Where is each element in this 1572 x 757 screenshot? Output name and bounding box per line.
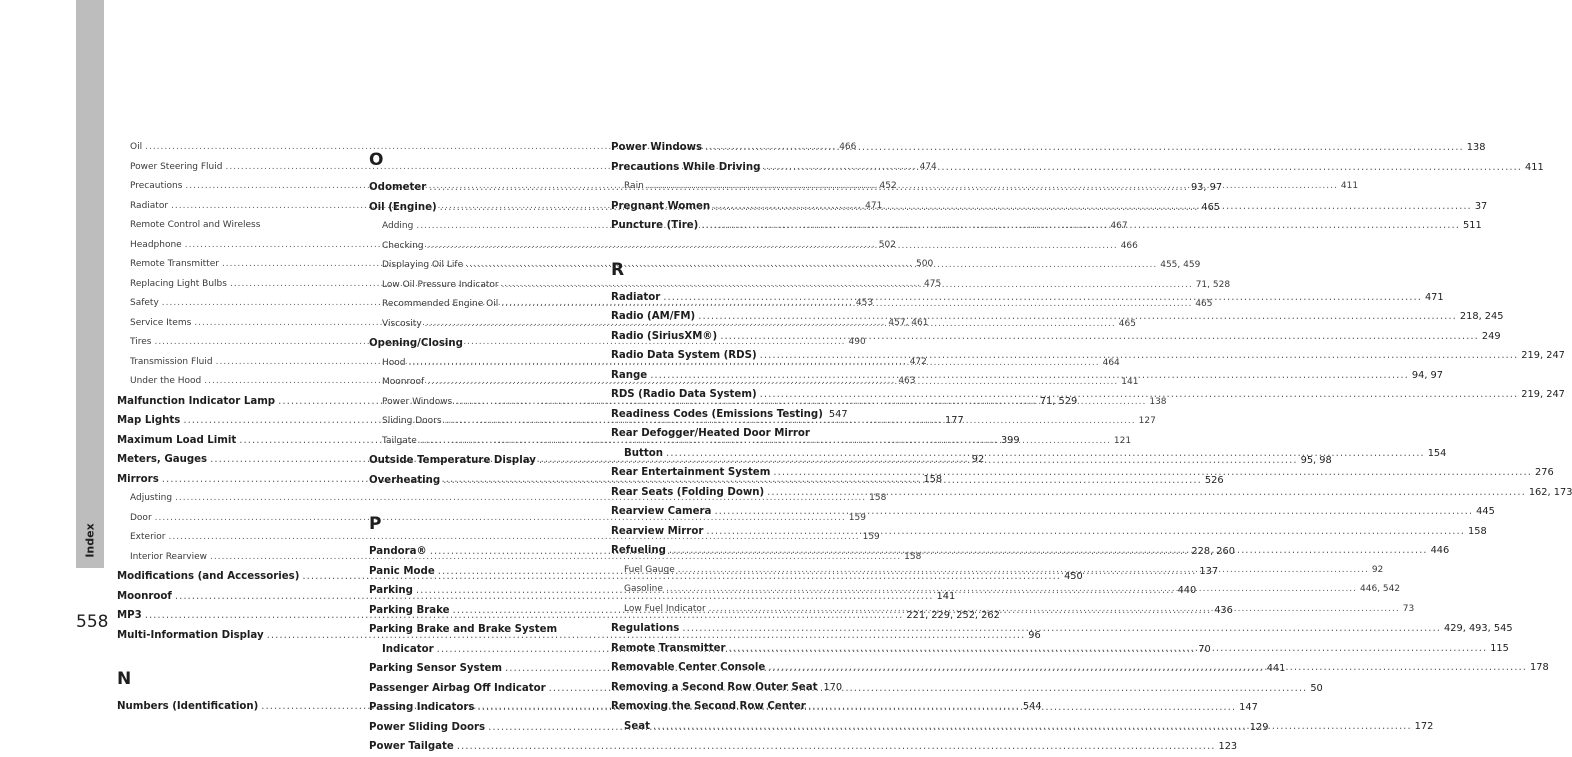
entry-page-ref: 511 bbox=[1462, 220, 1482, 231]
entry-page-ref: 94, 97 bbox=[1411, 369, 1444, 381]
entry-term: Fuel Gauge bbox=[624, 564, 675, 575]
entry-page-ref: 228, 260 bbox=[1191, 546, 1236, 557]
dot-leader bbox=[647, 177, 1338, 197]
entry-term: Checking bbox=[382, 240, 424, 251]
index-entry bbox=[369, 620, 595, 640]
entry-term: Parking bbox=[369, 585, 413, 596]
entry-page-ref: 154 bbox=[1427, 447, 1447, 459]
entry-term: Recommended Engine Oil bbox=[382, 299, 499, 309]
entry-term: Puncture (Tire) bbox=[611, 220, 699, 231]
entry-page-ref: 170 bbox=[823, 681, 843, 693]
dot-leader bbox=[773, 463, 1532, 483]
dot-leader bbox=[666, 444, 1425, 464]
entry-page-ref: 466 bbox=[1120, 240, 1138, 251]
section-gap bbox=[611, 236, 837, 248]
entry-term: Opening/Closing bbox=[369, 338, 463, 349]
entry-page-ref: 137 bbox=[1199, 565, 1219, 577]
entry-page-ref: 463 bbox=[898, 376, 916, 386]
entry-term: Oil bbox=[130, 142, 143, 152]
dot-leader bbox=[669, 541, 1428, 561]
entry-term: Interior Rearview bbox=[130, 551, 208, 562]
entry-term: Low Fuel Indicator bbox=[624, 603, 706, 614]
entry-term: Remote Transmitter bbox=[611, 642, 726, 654]
section-gap bbox=[369, 490, 595, 502]
entry-page-ref: 221, 229, 252, 262 bbox=[906, 610, 1000, 621]
entry-page-ref: 474 bbox=[919, 161, 937, 172]
dot-leader bbox=[698, 307, 1457, 327]
entry-page-ref: 464 bbox=[1102, 357, 1120, 368]
entry-term: RDS (Radio Data System) bbox=[611, 389, 757, 400]
dot-leader bbox=[720, 327, 1479, 347]
index-entry bbox=[611, 678, 843, 698]
entry-page-ref: 471 bbox=[1424, 291, 1444, 303]
entry-term: Headphone bbox=[130, 239, 182, 250]
entry-term: Viscosity bbox=[382, 318, 422, 329]
entry-term: Overheating bbox=[369, 474, 441, 486]
entry-page-ref: 50 bbox=[1310, 682, 1323, 694]
entry-page-ref: 121 bbox=[1113, 435, 1132, 446]
entry-page-ref: 440 bbox=[1177, 585, 1197, 596]
entry-page-ref: 96 bbox=[1028, 629, 1041, 641]
entry-term: Safety bbox=[130, 298, 159, 308]
entry-page-ref: 71, 528 bbox=[1195, 279, 1231, 290]
dot-leader bbox=[650, 366, 1409, 386]
entry-term: Moonroof bbox=[382, 377, 425, 387]
dot-leader bbox=[709, 600, 1400, 620]
page-number: 558 bbox=[76, 612, 109, 632]
entry-term: Maximum Load Limit bbox=[117, 434, 237, 446]
dot-leader bbox=[706, 522, 1465, 542]
entry-term: Adjusting bbox=[130, 493, 173, 503]
entry-page-ref: 159 bbox=[848, 512, 866, 523]
dot-leader bbox=[663, 288, 1422, 308]
index-entry bbox=[611, 424, 837, 444]
entry-page-ref: 465 bbox=[1195, 299, 1213, 309]
entry-term: Mirrors bbox=[117, 473, 159, 485]
entry-term: Button bbox=[624, 447, 664, 459]
entry-term: Precautions bbox=[130, 181, 183, 191]
entry-term: Removing the Second Row Center bbox=[611, 701, 806, 712]
entry-term: Under the Hood bbox=[130, 376, 202, 386]
entry-term: Seat bbox=[624, 720, 650, 732]
entry-term: Parking Brake bbox=[369, 604, 450, 616]
dot-leader bbox=[768, 658, 1527, 678]
entry-term: Oil (Engine) bbox=[369, 201, 437, 213]
entry-term: Hood bbox=[382, 357, 406, 368]
entry-term: Rear Entertainment System bbox=[611, 467, 771, 478]
entry-page-ref: 37 bbox=[1474, 200, 1488, 212]
entry-page-ref: 178 bbox=[1529, 662, 1549, 673]
entry-page-ref: 177 bbox=[945, 415, 964, 426]
entry-term: Rear Defogger/Heated Door Mirror bbox=[611, 428, 810, 439]
entry-term: Removable Center Console bbox=[611, 662, 766, 673]
entry-page-ref: 411 bbox=[1340, 181, 1359, 191]
entry-term: Regulations bbox=[611, 623, 680, 634]
entry-page-ref: 452 bbox=[879, 181, 897, 191]
entry-term: Passing Indicators bbox=[369, 702, 475, 713]
dot-leader bbox=[767, 483, 1526, 503]
dot-leader bbox=[678, 561, 1369, 581]
entry-page-ref: 158 bbox=[904, 551, 922, 562]
entry-term: Door bbox=[130, 512, 152, 523]
entry-page-ref: 158 bbox=[869, 493, 887, 503]
entry-term: Rain bbox=[624, 181, 644, 191]
entry-term: Modifications (and Accessories) bbox=[117, 571, 300, 582]
entry-page-ref: 445 bbox=[1476, 506, 1495, 517]
entry-page-ref: 115 bbox=[1490, 642, 1509, 654]
entry-page-ref: 123 bbox=[1218, 741, 1238, 752]
entry-term: Malfunction Indicator Lamp bbox=[117, 395, 276, 407]
section-gap bbox=[117, 645, 351, 657]
entry-page-ref: 158 bbox=[923, 473, 943, 485]
entry-term: Odometer bbox=[369, 182, 427, 193]
entry-term: Indicator bbox=[382, 643, 434, 655]
entry-page-ref: 141 bbox=[1121, 377, 1139, 387]
entry-page-ref: 547 bbox=[828, 408, 848, 420]
entry-term: Precautions While Driving bbox=[611, 161, 761, 173]
dot-leader bbox=[729, 639, 1488, 659]
entry-term: Service Items bbox=[130, 317, 192, 328]
entry-page-ref: 472 bbox=[909, 356, 927, 367]
entry-term: Outside Temperature Display bbox=[369, 455, 536, 466]
entry-page-ref: 399 bbox=[1000, 434, 1020, 446]
section-letter: R bbox=[611, 259, 625, 280]
entry-term: Transmission Fluid bbox=[130, 356, 213, 367]
section-letter: P bbox=[369, 514, 382, 534]
entry-term: Panic Mode bbox=[369, 565, 435, 577]
entry-page-ref: 436 bbox=[1214, 604, 1233, 616]
entry-page-ref: 93, 97 bbox=[1190, 182, 1223, 193]
entry-page-ref: 466 bbox=[839, 142, 857, 152]
entry-term: Removing a Second Row Outer Seat bbox=[611, 681, 818, 693]
entry-page-ref: 465 bbox=[1201, 201, 1221, 213]
entry-term: Low Oil Pressure Indicator bbox=[382, 279, 499, 290]
entry-page-ref: 141 bbox=[936, 590, 956, 602]
index-entry bbox=[611, 405, 848, 425]
entry-term: Replacing Light Bulbs bbox=[130, 278, 227, 289]
entry-term: Refueling bbox=[611, 545, 666, 556]
dot-leader bbox=[760, 385, 1519, 405]
entry-page-ref: 500 bbox=[916, 259, 934, 269]
entry-term: Range bbox=[611, 369, 648, 381]
section-letter: O bbox=[369, 150, 384, 170]
index-entry bbox=[611, 697, 837, 717]
dot-leader bbox=[763, 158, 1522, 178]
entry-term: Adding bbox=[382, 221, 414, 231]
entry-page-ref: 457, 461 bbox=[888, 317, 929, 328]
section-letter: N bbox=[117, 669, 132, 689]
entry-term: Radio Data System (RDS) bbox=[611, 350, 757, 361]
entry-page-ref: 526 bbox=[1204, 474, 1224, 486]
entry-page-ref: 172 bbox=[1414, 720, 1434, 732]
entry-page-ref: 73 bbox=[1402, 603, 1415, 614]
dot-leader bbox=[760, 346, 1519, 366]
dot-leader bbox=[701, 216, 1460, 236]
entry-term: Power Steering Fluid bbox=[130, 161, 223, 172]
entry-page-ref: 219, 247 bbox=[1521, 389, 1565, 400]
dot-leader bbox=[713, 197, 1472, 217]
entry-term: Sliding Doors bbox=[382, 416, 442, 426]
entry-term: Power Windows bbox=[382, 396, 453, 407]
entry-page-ref: 70 bbox=[1198, 643, 1211, 655]
dot-leader bbox=[682, 619, 1441, 639]
entry-term: Parking Sensor System bbox=[369, 663, 503, 674]
entry-term: Pandora® bbox=[369, 546, 427, 557]
entry-page-ref: 158 bbox=[1468, 525, 1487, 537]
entry-term: Moonroof bbox=[117, 590, 172, 602]
entry-term: Rear Seats (Folding Down) bbox=[611, 486, 765, 498]
entry-page-ref: 490 bbox=[848, 337, 866, 347]
entry-term: Power Tailgate bbox=[369, 741, 454, 752]
entry-term: Rearview Camera bbox=[611, 506, 712, 517]
entry-term: MP3 bbox=[117, 610, 142, 621]
entry-term: Radiator bbox=[611, 291, 661, 303]
entry-term: Displaying Oil Life bbox=[382, 260, 464, 270]
dot-leader bbox=[666, 580, 1357, 600]
entry-term: Remote Control and Wireless bbox=[130, 220, 261, 230]
entry-page-ref: 429, 493, 545 bbox=[1444, 623, 1513, 634]
entry-page-ref: 411 bbox=[1525, 161, 1544, 173]
entry-term: Parking Brake and Brake System bbox=[369, 624, 558, 635]
entry-page-ref: 441 bbox=[1266, 663, 1286, 674]
entry-term: Remote Transmitter bbox=[130, 259, 219, 269]
entry-page-ref: 249 bbox=[1481, 330, 1501, 342]
entry-page-ref: 446 bbox=[1430, 545, 1450, 556]
index-subentry bbox=[117, 216, 351, 236]
index-entry bbox=[369, 334, 595, 354]
entry-page-ref: 129 bbox=[1249, 721, 1269, 733]
entry-term: Radio (AM/FM) bbox=[611, 311, 696, 322]
entry-term: Map Lights bbox=[117, 415, 181, 426]
entry-term: Tires bbox=[130, 337, 152, 347]
entry-term: Numbers (Identification) bbox=[117, 701, 259, 712]
entry-page-ref: 276 bbox=[1535, 467, 1554, 478]
entry-page-ref: 218, 245 bbox=[1459, 311, 1504, 322]
entry-page-ref: 71, 529 bbox=[1039, 395, 1078, 407]
dot-leader bbox=[705, 138, 1464, 158]
entry-page-ref: 502 bbox=[878, 239, 896, 250]
index-side-tab bbox=[76, 0, 104, 568]
entry-page-ref: 453 bbox=[855, 298, 874, 308]
index-entry bbox=[369, 737, 1238, 757]
entry-page-ref: 95, 98 bbox=[1300, 455, 1332, 466]
entry-page-ref: 159 bbox=[862, 532, 880, 542]
entry-page-ref: 138 bbox=[1149, 396, 1167, 407]
entry-page-ref: 162, 173 bbox=[1528, 486, 1572, 498]
entry-term: Rearview Mirror bbox=[611, 525, 704, 537]
entry-page-ref: 465 bbox=[1118, 318, 1136, 329]
entry-page-ref: 138 bbox=[1466, 142, 1486, 153]
entry-page-ref: 450 bbox=[1064, 571, 1083, 582]
side-tab-label: Index bbox=[83, 522, 97, 558]
entry-term: Passenger Airbag Off Indicator bbox=[369, 682, 546, 694]
entry-term: Pregnant Women bbox=[611, 200, 711, 212]
entry-term: Radio (SiriusXM®) bbox=[611, 330, 718, 342]
entry-term: Power Sliding Doors bbox=[369, 721, 486, 733]
dot-leader bbox=[477, 698, 1236, 718]
entry-term: Multi-Information Display bbox=[117, 629, 264, 641]
entry-page-ref: 467 bbox=[1110, 221, 1128, 231]
dot-leader bbox=[714, 502, 1473, 522]
entry-page-ref: 475 bbox=[924, 278, 942, 289]
entry-page-ref: 92 bbox=[1371, 564, 1384, 575]
entry-page-ref: 446, 542 bbox=[1360, 584, 1401, 594]
entry-page-ref: 455, 459 bbox=[1160, 260, 1201, 270]
entry-term: Tailgate bbox=[382, 435, 417, 446]
entry-page-ref: 127 bbox=[1138, 416, 1156, 426]
entry-page-ref: 219, 247 bbox=[1521, 350, 1565, 361]
entry-term: Readiness Codes (Emissions Testing) bbox=[611, 408, 823, 420]
entry-term: Radiator bbox=[130, 200, 169, 211]
entry-page-ref: 544 bbox=[1022, 701, 1042, 712]
dot-leader bbox=[457, 737, 1216, 757]
dot-leader bbox=[653, 717, 1412, 737]
entry-term: Exterior bbox=[130, 532, 166, 542]
entry-term: Gasoline bbox=[624, 584, 663, 594]
entry-page-ref: 92 bbox=[971, 454, 985, 465]
entry-page-ref: 471 bbox=[865, 200, 883, 211]
entry-term: Power Windows bbox=[611, 142, 703, 153]
entry-page-ref: 147 bbox=[1239, 702, 1258, 713]
entry-term: Meters, Gauges bbox=[117, 454, 208, 465]
